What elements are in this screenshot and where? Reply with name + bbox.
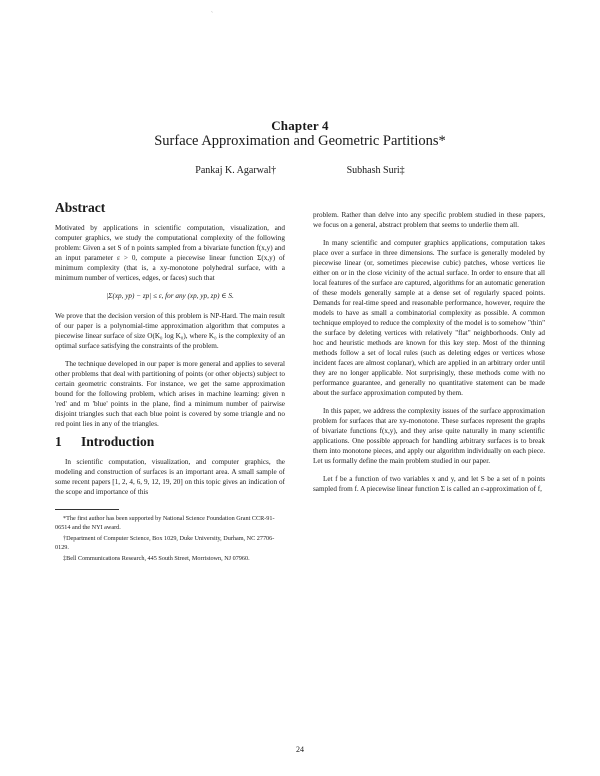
right-paragraph-3: In this paper, we address the complexity issues of the surface approximation problem for surfaces that are xy-monotone. These surfaces represent the graphs of bivariate functions f(x,y), and they arise quite naturally in many scientific applications. One possible approach for handling arbitrary surfaces is to break them into monotone pieces, and apply our algorithm individually on each piece. Let us formally define the main problem studied in our paper.	[313, 407, 545, 465]
footnotes	[55, 515, 285, 564]
author-line	[0, 165, 600, 176]
scan-mark: `	[211, 12, 213, 18]
paper-title: Surface Approximation and Geometric Partitions*	[154, 133, 446, 149]
abstract-paragraph-1: Motivated by applications in scientific computation, visualization, and computer graphics, we study the computational complexity of the following problem: Given a set S of n points sampled from a bivariate function f(x,y) and an input parameter ε > 0, compute a piecewise linear function Σ(x,y) of minimum complexity (that is, a xy-monotone polyhedral surface, with a minimum number of vertices, edges, or faces) such that	[55, 224, 285, 282]
intro-paragraph: In scientific computation, visualization, and computer graphics, the modeling and construction of surfaces is an important area. A small sample of some recent papers [1, 2, 4, 6, 9, 12, 19, 20] on this topic gives an indication of the scope and importance of this	[55, 458, 285, 496]
right-paragraph-2: In many scientific and computer graphics applications, computation takes place over a surface in three dimensions. The surface is generally modeled by piecewise linear (or, sometimes piecewise cubic) patches, whose vertices lie either on or in the close vicinity of the actual surface. In order to ensure that all local features of the surface are captured, algorithms for an automatic generation of these models generally sample at a dense set of regularly spaced points. Demands for real-time speed and reasonable performance, however, require the models to have as small a combinatorial complexity as possible. A common technique employed to reduce the complexity of the model is to somehow "thin" the surface by deleting vertices with relatively "flat" neighborhoods. Only ad hoc and heuristic methods are known for this key step. Most of the thinning methods follow a set of local rules (such as deleting edges or vertices whose incident faces are almost coplanar), which are applied in an arbitrary order until they are no longer applicable. Not surprisingly, these methods come with no performance guarantee, and generally no quantitative statement can be made about the surface approximation computed by them.	[313, 239, 545, 397]
footnote-rule	[55, 509, 119, 510]
section-heading-introduction	[55, 434, 285, 449]
section-number: 1	[55, 434, 62, 449]
author-1: Pankaj K. Agarwal†	[195, 165, 277, 176]
right-paragraph-4: Let f be a function of two variables x and y, and let S be a set of n points sampled from f. A piecewise linear function Σ is called an ε-approximation of f,	[313, 475, 545, 493]
left-column	[55, 200, 285, 567]
right-paragraph-1: problem. Rather than delve into any specific problem studied in these papers, we focus on a general, abstract problem that seems to underlie them all.	[313, 211, 545, 229]
abstract-heading: Abstract	[55, 200, 106, 215]
footnote-2: †Department of Computer Science, Box 1029, Duke University, Durham, NC 27706-0129.	[55, 535, 275, 551]
abstract-paragraph-3: The technique developed in our paper is more general and applies to several other problems that deal with partitioning of points (or other objects) subject to certain geometric constraints. For instance, we get the same approximation bound for the following problem, which arises in machine learning: given n 'red' and m 'blue' points in the plane, find a minimum number of pairwise disjoint triangles such that each blue point is covered by some triangle and no red point lies in any of the triangles.	[55, 360, 285, 428]
abstract-paragraph-2: We prove that the decision version of this problem is NP-Hard. The main result of our paper is a polynomial-time approximation algorithm that computes a piecewise linear surface of size O(K₀ log K₀), where K₀ is the complexity of an optimal surface satisfying the constraints of the problem.	[55, 312, 285, 350]
footnote-1: *The first author has been supported by National Science Foundation Grant CCR-91-06514 and the NYI award.	[55, 515, 275, 531]
section-title: Introduction	[81, 434, 155, 449]
chapter-label: Chapter 4	[271, 118, 329, 133]
page-number: 24	[296, 745, 304, 754]
author-2: Subhash Suri‡	[346, 165, 405, 176]
abstract-equation: |Σ(xp, yp) − zp| ≤ ε, for any (xp, yp, zp) ∈ S.	[106, 292, 234, 300]
right-column	[313, 210, 545, 502]
footnote-3: ‡Bell Communications Research, 445 South Street, Morristown, NJ 07960.	[63, 555, 250, 562]
